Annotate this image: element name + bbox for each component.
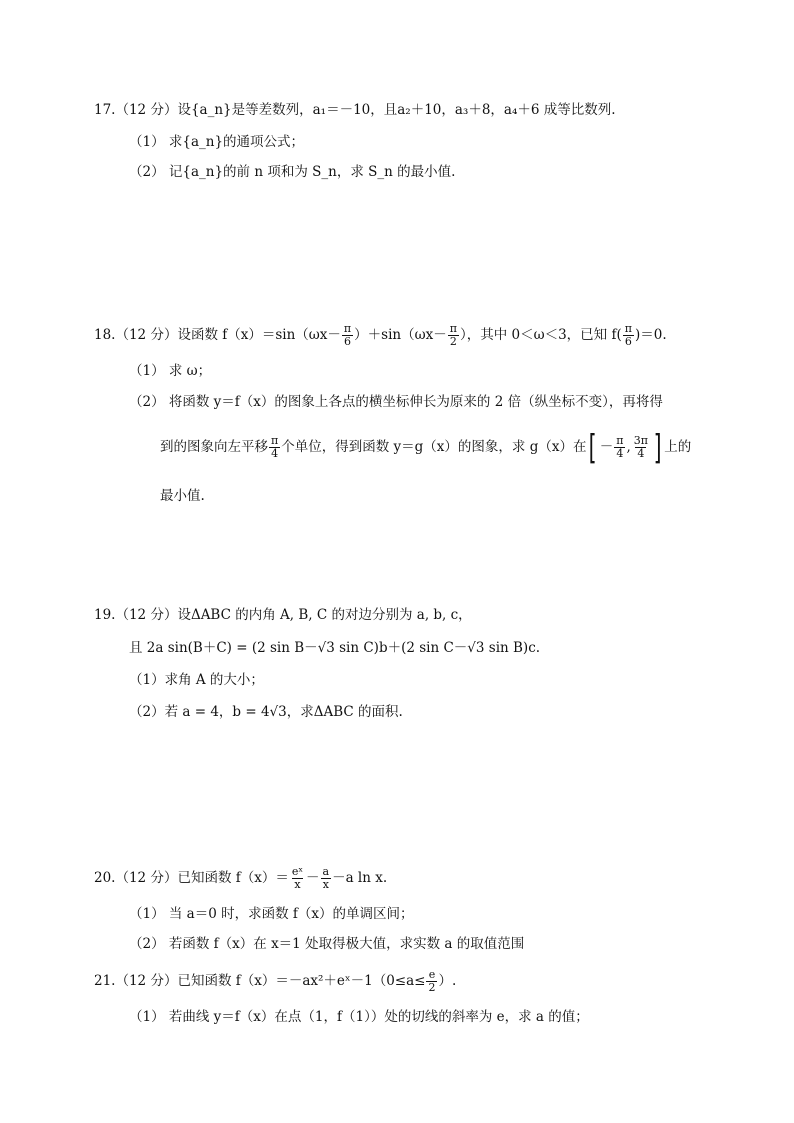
q20-frac1-den: x (294, 878, 301, 891)
q20-stem (94, 861, 387, 895)
q20-frac2-num: a (322, 865, 330, 878)
q18-part2: （2） 将函数 y＝f（x）的图象上各点的横坐标伸长为原来的 2 倍（纵坐标不变），再将得 (129, 394, 663, 410)
q19-part2: （2）若 a = 4，b = 4√3，求ΔABC 的面积. (129, 704, 403, 720)
q18-part2-end: 最小值. (160, 488, 205, 504)
q18-part2-cont-mid: 个单位，得到函数 y＝g（x）的图象，求 g（x）在 (281, 439, 587, 455)
q20-frac2-den: x (322, 878, 329, 891)
q18-shift-fraction (269, 435, 280, 460)
q21-fraction (426, 969, 437, 994)
q18-stem-mid1: f（x）＝sin（ωx－ (217, 327, 341, 343)
minus-sign: － (599, 439, 614, 455)
q18-fraction-3 (623, 323, 634, 348)
q18-shift-num: π (271, 434, 279, 447)
q18-part1: （1） 求 ω； (129, 363, 212, 379)
q21-frac-num: e (428, 968, 436, 981)
q20-stem-mid: － (306, 870, 320, 886)
q20-stem-prefix: 20.（12 分）已知函数 f（x）＝ (94, 870, 289, 886)
q20-fraction-2 (321, 866, 332, 891)
q19-condition: 且 2a sin(B＋C) = (2 sin B－√3 sin C)b＋(2 sin C－√3 sin B)c. (129, 640, 541, 656)
q20-stem-end: －a ln x. (332, 870, 388, 886)
q21-stem-prefix: 21.（12 分）已知函数 f（x）＝－ax²＋eˣ－1（0≤a≤ (94, 973, 426, 989)
q18-part2-cont-end: 上的 (664, 439, 692, 455)
q21-frac-den: 2 (428, 981, 436, 994)
q18-interval-left (614, 435, 625, 460)
q19-stem: 19.（12 分）设ΔABC 的内角 A, B, C 的对边分别为 a, b, c， (94, 607, 472, 623)
right-bracket: ] (653, 427, 662, 468)
q18-frac3-num: π (624, 322, 632, 335)
q17-part2: （2） 记{a_n}的前 n 项和为 S_n，求 S_n 的最小值. (129, 164, 456, 180)
q18-stem-end: )＝0. (634, 327, 667, 343)
comma: , (626, 439, 631, 455)
q18-part2-cont-prefix: 到的图象向左平移 (160, 439, 268, 455)
q18-stem-mid3: ），其中 0＜ω＜3，已知 f( (459, 327, 622, 343)
q18-stem-mid2: ）＋sin（ωx－ (354, 327, 447, 343)
q18-interval-right-num: 3π (633, 434, 648, 447)
q18-stem-prefix: 18.（12 分）设函数 (94, 327, 218, 343)
q21-stem (94, 964, 456, 998)
q18-fraction-2 (448, 323, 459, 348)
left-bracket: [ (589, 427, 598, 468)
q18-interval-right-den: 4 (637, 447, 645, 460)
q21-stem-end: ）. (438, 973, 457, 989)
q18-stem (94, 318, 667, 352)
q18-part2-cont (160, 428, 691, 466)
q18-frac1-den: 6 (344, 335, 352, 348)
q18-frac2-num: π (449, 322, 457, 335)
q18-frac3-den: 6 (624, 335, 632, 348)
q18-interval-left-num: π (616, 434, 624, 447)
q20-part2: （2） 若函数 f（x）在 x＝1 处取得极大值，求实数 a 的取值范围 (129, 936, 525, 952)
q20-fraction-1 (290, 866, 305, 891)
q20-frac1-num: eˣ (291, 865, 304, 878)
q18-shift-den: 4 (271, 447, 279, 460)
q20-part1: （1） 当 a＝0 时，求函数 f（x）的单调区间； (129, 906, 414, 922)
q17-stem: 17.（12 分）设{a_n}是等差数列，a₁＝－10，且a₂＋10，a₃＋8，a₄＋6 成等比数列. (94, 102, 616, 118)
q17-part1: （1） 求{a_n}的通项公式； (129, 134, 305, 150)
q18-fraction-1 (342, 323, 353, 348)
q18-frac1-num: π (343, 322, 352, 335)
q18-frac2-den: 2 (449, 335, 457, 348)
q21-part1: （1） 若曲线 y＝f（x）在点（1，f（1））处的切线的斜率为 e，求 a 的值； (129, 1009, 589, 1025)
q18-interval-right (632, 435, 650, 460)
q18-interval-left-den: 4 (616, 447, 624, 460)
q19-part1: （1）求角 A 的大小； (129, 672, 264, 688)
